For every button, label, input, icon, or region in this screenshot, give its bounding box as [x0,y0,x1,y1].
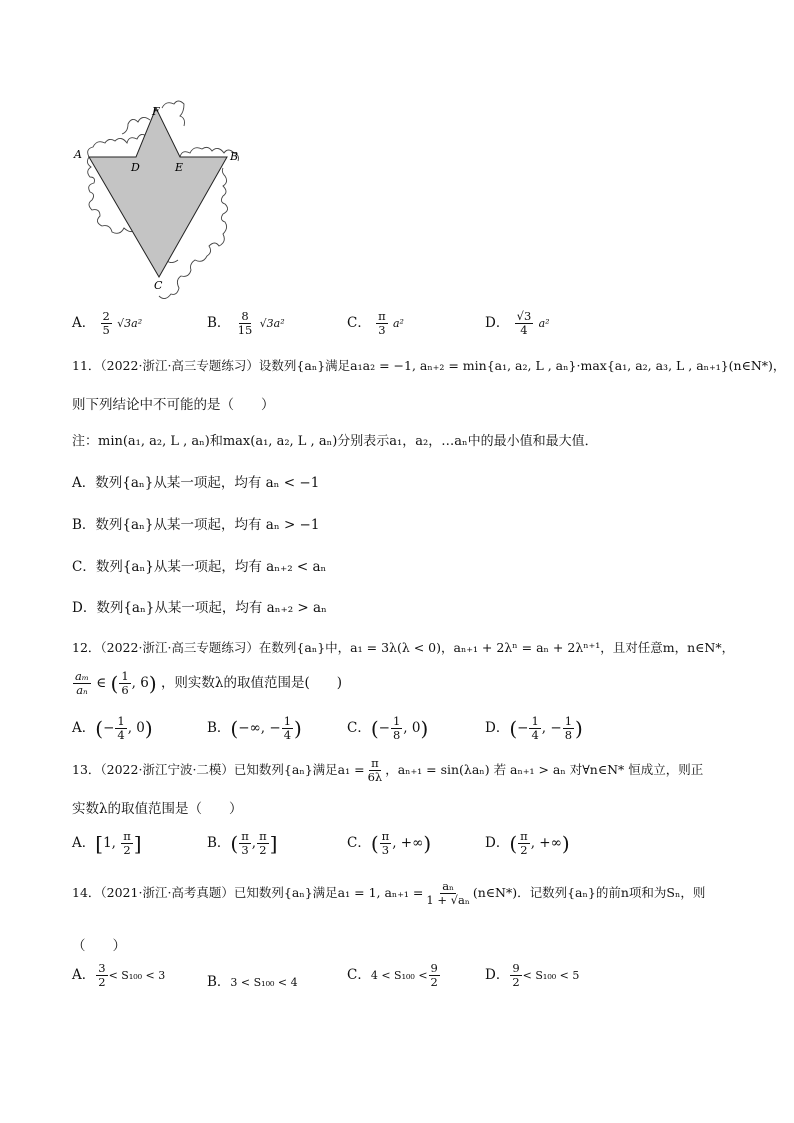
fraction: $\frac{\pi}{3}$ [381,829,390,858]
option-label: B． [207,974,231,990]
option-label: A． [72,315,96,332]
fraction: $\frac{1}{6}$ [121,669,129,698]
q14-stem-line1 [72,880,705,907]
q13-option-d[interactable] [485,830,570,857]
fraction: $\frac{1}{4}$ [283,714,292,743]
stem-part: 14．（2021·浙江·高考真题）已知数列{aₙ}满足a₁ = 1, aₙ₊₁ = [72,885,424,901]
expr-tail: , +∞ [392,835,424,852]
interval-tail: , 6 [131,675,149,692]
expr-pre: −∞, − [238,720,281,737]
option-label: B． [207,835,231,852]
paren-close: ) [575,716,583,741]
q12-option-d[interactable] [485,715,583,742]
fraction: $\frac{3}{2}$ [98,961,106,990]
fraction: $\frac{\pi}{2}$ [520,829,528,858]
fraction: $\frac{9}{2}$ [430,961,438,990]
paren-open: ( [370,716,379,741]
q10-option-b[interactable] [207,310,285,337]
option-label: D． [485,315,510,332]
q14-stem-line2: （ ） [72,938,126,954]
label-F: F [152,105,160,118]
q12-option-b[interactable] [207,715,302,742]
option-label: C． [347,720,371,737]
q11-option-d[interactable]: D．数列{aₙ}从某一项起，均有 aₙ₊₂ > aₙ [72,600,327,616]
option-label: A． [72,720,96,737]
paren-open: ( [95,716,104,741]
q11-option-a[interactable]: A．数列{aₙ}从某一项起，均有 aₙ < −1 [72,475,320,491]
option-label: A． [72,835,96,852]
fraction: $\frac{\pi}{2}$ [123,829,131,858]
expr: 3 < S₁₀₀ < 4 [230,976,298,989]
label-C: C [154,279,163,292]
q11-option-c[interactable]: C．数列{aₙ}从某一项起，均有 aₙ₊₂ < aₙ [72,559,327,575]
q12-option-a[interactable] [72,715,153,742]
fraction: $\frac{9}{2}$ [512,961,520,990]
ratio-fraction: $\frac{\text{aₘ}}{\text{aₙ}}$ [75,669,89,698]
expr-tail: , 0 [127,720,145,737]
bracket-close: ] [133,831,142,856]
paren-close: ) [561,831,570,856]
option-expr: √3a² [117,317,143,331]
option-label: D． [485,720,510,737]
stem-part: ，aₙ₊₁ = sin(λaₙ) 若 aₙ₊₁ > aₙ 对∀n∈N* 恒成立，则正 [385,762,704,778]
fraction: $\frac{\pi}{3}$ [241,829,249,858]
expr-pre: 4 < S₁₀₀ < [370,969,428,983]
bracket-open: [ [95,831,104,856]
q13-option-b[interactable] [207,830,277,857]
shaded-region [89,108,227,277]
fraction: $\frac{√3}{4}$ [516,309,532,338]
paren-close: ) [423,831,432,856]
expr-tail: < S₁₀₀ < 5 [522,969,580,983]
paren-open: ( [509,831,518,856]
expr-pre: − [103,720,115,737]
q10-option-c[interactable] [347,310,404,337]
fraction: $\frac{\pi}{2}$ [259,829,267,858]
option-expr: √3a² [259,317,285,331]
comma: , [251,835,257,852]
koch-snowflake-figure [70,100,250,300]
paren-close: ) [420,716,429,741]
label-E: E [175,161,184,174]
expr-tail: < S₁₀₀ < 3 [108,969,166,983]
option-expr: a² [393,317,404,331]
q12-option-c[interactable] [347,715,428,742]
paren-open: ( [110,671,119,696]
expr-pre: − [378,720,390,737]
fraction: $\frac{1}{8}$ [392,714,401,743]
paren-close: ) [144,716,153,741]
option-label: D． [485,835,510,852]
q10-option-d[interactable] [485,310,550,337]
q11-note: 注：min(a₁, a₂, L , aₙ)和max(a₁, a₂, L , aₙ)分别表示a₁，a₂，…aₙ中的最小值和最大值． [72,434,598,449]
stem-rest: ，则实数λ的取值范围是( ) [160,675,343,692]
label-A: A [74,148,82,161]
q14-option-a[interactable] [72,962,165,989]
expr-mid: , − [541,720,562,737]
expr-pre: − [517,720,529,737]
option-label: D． [485,967,510,984]
option-label: C． [347,315,371,332]
option-label: B． [207,720,231,737]
option-label: C． [347,835,371,852]
q13-stem-line2: 实数λ的取值范围是（ ） [72,801,243,817]
paren-open: ( [509,716,518,741]
option-label: C． [347,967,371,984]
fraction: $\frac{1}{8}$ [564,714,573,743]
in-symbol: ∈ [96,675,107,692]
option-label: A． [72,967,96,984]
q13-option-c[interactable] [347,830,431,857]
option-expr: a² [538,317,550,331]
fraction: $\frac{2}{5}$ [102,309,110,338]
q14-option-b[interactable] [207,970,298,990]
expr-pre: 1, [103,835,121,852]
paren-close: ) [294,716,302,741]
label-B: B [230,150,239,163]
q13-stem-line1 [72,757,703,784]
option-label: B． [207,315,231,332]
q12-stem-line1: 12．（2022·浙江·高三专题练习）在数列{aₙ}中，a₁ = 3λ(λ < 0)，aₙ₊₁ + 2λⁿ = aₙ + 2λⁿ⁺¹，且对任意m，n∈N*， [72,640,735,655]
q14-option-d[interactable] [485,962,579,989]
bracket-close: ] [269,831,278,856]
q11-option-b[interactable]: B．数列{aₙ}从某一项起，均有 aₙ > −1 [72,517,320,533]
expr-tail: , +∞ [530,835,562,852]
q14-option-c[interactable] [347,962,441,989]
q10-option-a[interactable] [72,310,142,337]
q11-stem-line2: 则下列结论中不可能的是（ ） [72,397,275,413]
paren-open: ( [370,831,379,856]
paren-open: ( [230,716,239,741]
expr-tail: , 0 [403,720,421,737]
q11-stem-line1: 11．（2022·浙江·高三专题练习）设数列{aₙ}满足a₁a₂ = −1, aₙ₊₂ = min{a₁, a₂, L , aₙ}·max{a₁, a₂, a₃, L , aₙ₊₁}(n∈N*)， [72,358,786,373]
fraction: $\frac{1}{4}$ [117,714,125,743]
paren-open: ( [230,831,239,856]
label-D: D [131,161,140,174]
fraction: $\frac{1}{4}$ [531,714,539,743]
fraction: $\frac{\text{aₙ}}{\text{1 + √aₙ}}$ [426,879,470,908]
fraction: $\frac{\pi}{6\lambda}$ [367,756,383,785]
q12-stem-line2 [72,670,342,697]
figure-svg [70,100,250,300]
stem-part: 13．（2022·浙江宁波·二模）已知数列{aₙ}满足a₁ = [72,762,365,778]
stem-part: (n∈N*)．记数列{aₙ}的前n项和为Sₙ，则 [472,885,706,901]
paren-close: ) [148,671,157,696]
q13-option-a[interactable] [72,830,142,857]
fraction: $\frac{8}{15}$ [237,309,253,338]
fraction: $\frac{\pi}{3}$ [378,309,386,338]
